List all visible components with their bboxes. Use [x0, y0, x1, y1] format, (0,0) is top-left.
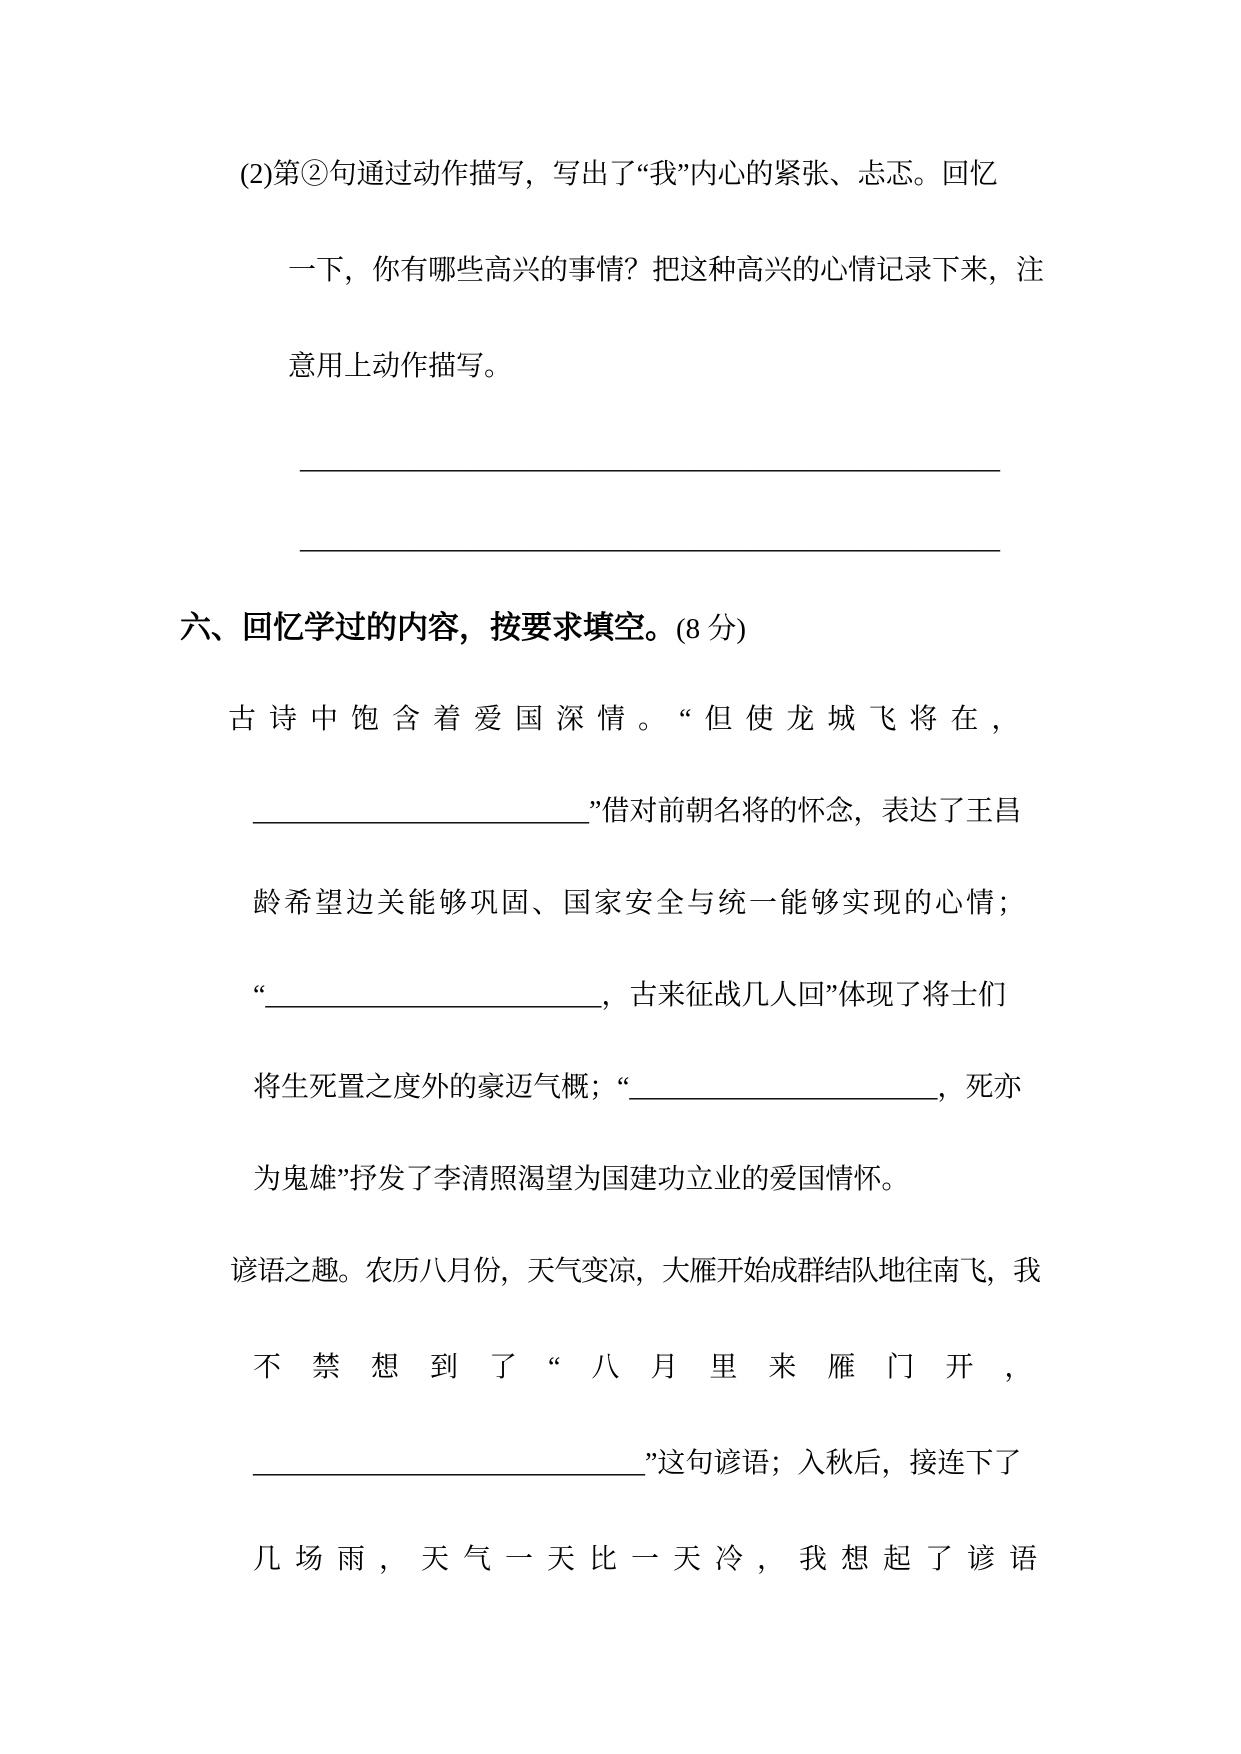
proverb-paragraph-line-3: ____________________________”这句谚语；入秋后，接连下了 [253, 1448, 1022, 1479]
poetry-paragraph-line-2: ________________________”借对前朝名将的怀念，表达了王昌 [253, 796, 1022, 827]
proverb-paragraph-line-4: 几场雨，天气一天比一天冷，我想起了谚语 [253, 1544, 1052, 1575]
question2-line-3: 意用上动作描写。 [288, 351, 513, 382]
poetry-paragraph-line-5: 将生死置之度外的豪迈气概；“______________________，死亦 [253, 1072, 1022, 1103]
answer-blank-line-2: __________________________________________________ [300, 524, 1000, 555]
question2-line-1: (2)第②句通过动作描写，写出了“我”内心的紧张、忐忑。回忆 [240, 159, 998, 190]
section6-heading [180, 608, 746, 650]
poetry-paragraph-line-1: 古诗中饱含着爱国深情。“但使龙城飞将在， [228, 704, 1033, 735]
proverb-paragraph-line-2: 不禁想到了“八月里来雁门开， [253, 1352, 1064, 1383]
poetry-paragraph-line-6: 为鬼雄”抒发了李清照渴望为国建功立业的爱国情怀。 [253, 1164, 910, 1195]
section6-title: 六、回忆学过的内容，按要求填空。 [180, 610, 676, 645]
question2-line-2: 一下，你有哪些高兴的事情？把这种高兴的心情记录下来，注 [288, 255, 1045, 286]
proverb-paragraph-line-1: 谚语之趣。农历八月份，天气变凉，大雁开始成群结队地往南飞，我 [230, 1256, 1041, 1287]
poetry-paragraph-line-4: “________________________，古来征战几人回”体现了将士们 [253, 980, 1006, 1011]
answer-blank-line-1: __________________________________________________ [300, 444, 1000, 475]
poetry-paragraph-line-3: 龄希望边关能够巩固、国家安全与统一能够实现的心情； [253, 888, 1029, 919]
section6-points: (8 分) [676, 613, 747, 645]
